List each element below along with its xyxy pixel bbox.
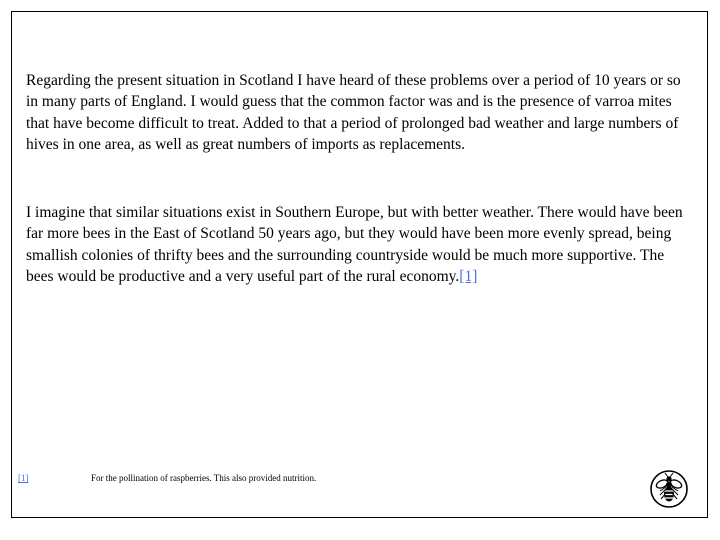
slide-page <box>11 11 708 518</box>
footnote-marker[interactable]: [1] <box>18 473 29 483</box>
footnote-text: For the pollination of raspberries. This also provided nutrition. <box>91 473 317 483</box>
paragraph-2-text: I imagine that similar situations exist in Southern Europe, but with better weather. There would have been far more bees in the East of Scotland 50 years ago, but they would have been more evenly spread, being smallish colonies of thrifty bees and the surrounding countryside would be much more supportive. The bees would be productive and a very useful part of the rural economy. <box>26 204 683 285</box>
paragraph-scotland-situation <box>26 70 691 155</box>
footnote-reference-link[interactable]: [1] <box>459 267 478 285</box>
paragraph-southern-europe <box>26 202 691 287</box>
paragraph-1-text: Regarding the present situation in Scotland I have heard of these problems over a period of 10 years or so in many parts of England. I would guess that the common factor was and is the presence of varroa mites that have become difficult to treat. Added to that a period of prolonged bad weather and large numbers of hives in one area, as well as great numbers of imports as replacements. <box>26 72 681 153</box>
bee-emblem-icon <box>649 469 689 509</box>
